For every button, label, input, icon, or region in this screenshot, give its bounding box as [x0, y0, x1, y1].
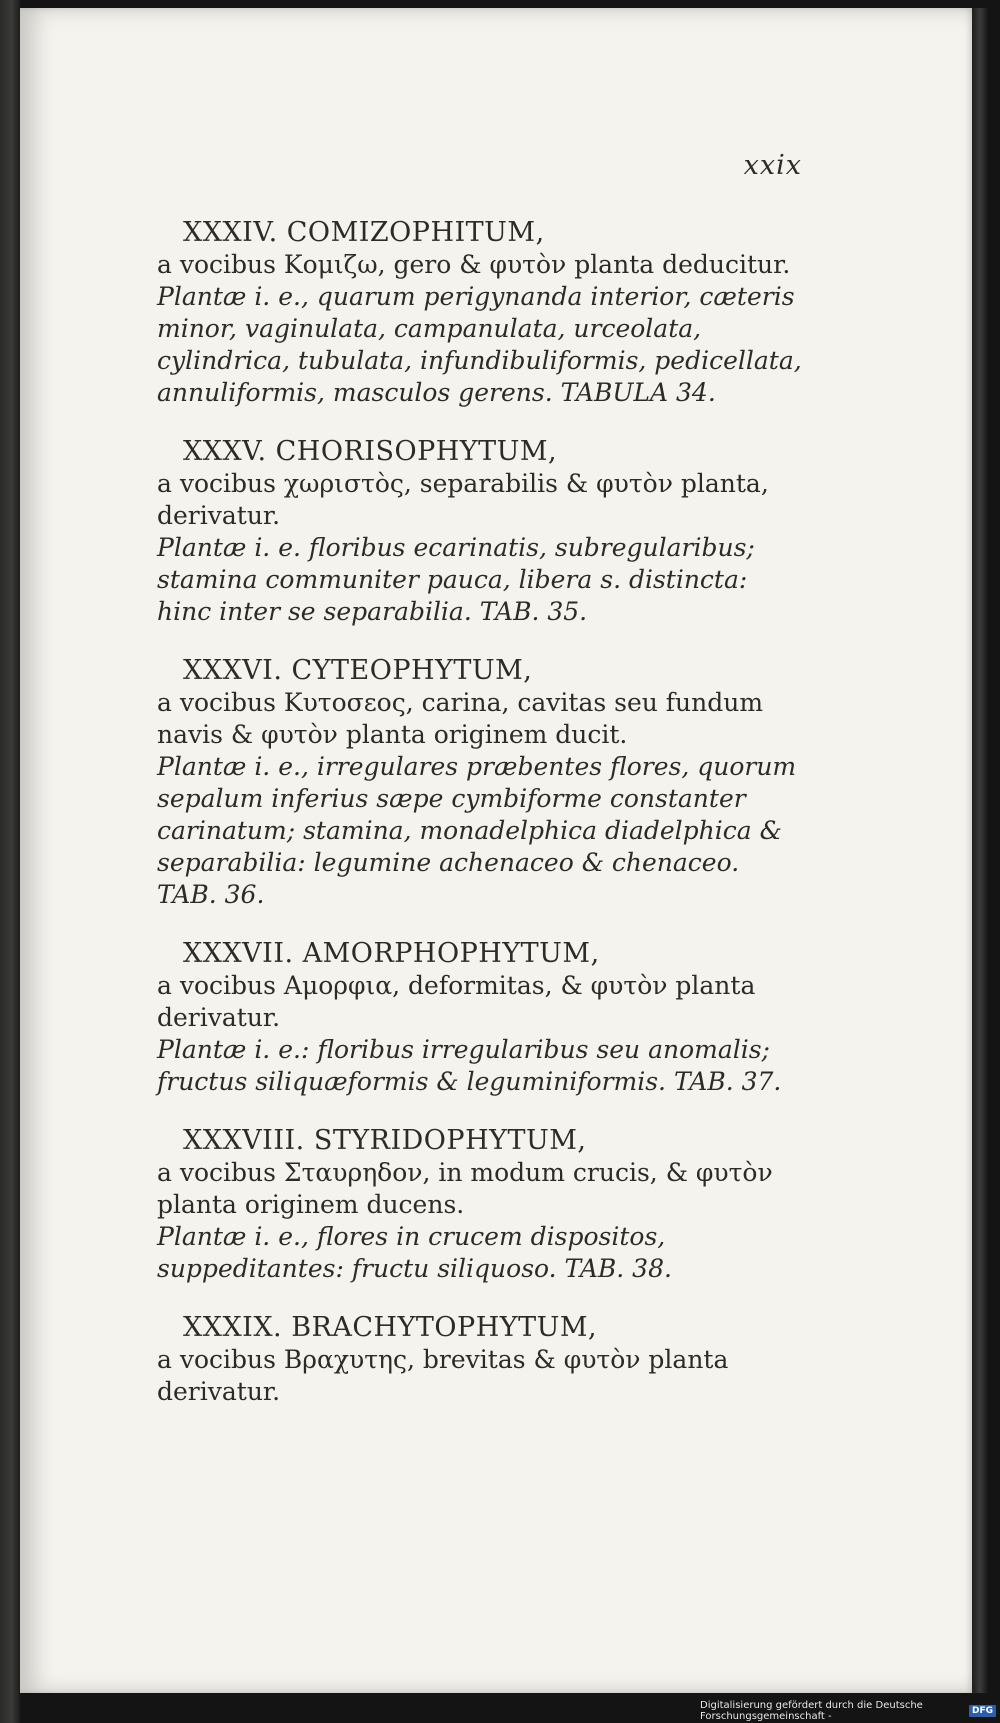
entry-heading: XXXVII. AMORPHOPHYTUM, — [183, 938, 600, 969]
entry-etymology: a vocibus Κομιζω, gero & φυτὸν planta deducitur. — [157, 250, 791, 279]
digitization-footer — [700, 1699, 1000, 1723]
entry-description: Plantæ i. e., irregulares præbentes flores, quorum sepalum inferius sæpe cymbiforme constanter carinatum; stamina, monadelphica diadelphica & separabilia: legumine achenaceo & chenaceo. TAB. 36. — [157, 752, 797, 909]
footer-credit: Digitalisierung gefördert durch die Deutsche Forschungsgemeinschaft - — [700, 1700, 923, 1722]
entry-xxxv — [157, 435, 802, 628]
entry-etymology: a vocibus χωριστὸς, separabilis & φυτὸν planta, derivatur. — [157, 469, 769, 530]
entry-description: Plantæ i. e. floribus ecarinatis, subregularibus; stamina communiter pauca, libera s. distincta: hinc inter se separabilia. TAB. 35. — [157, 533, 755, 626]
page-edge — [972, 8, 988, 1693]
entry-heading: XXXVIII. STYRIDOPHYTUM, — [183, 1125, 587, 1156]
entry-xxxvi — [157, 654, 802, 911]
entry-heading: XXXIX. BRACHYTOPHYTUM, — [183, 1312, 598, 1343]
book-page — [20, 8, 972, 1693]
entry-xxxiv — [157, 216, 802, 409]
page-text — [157, 216, 802, 1434]
entry-xxxix — [157, 1311, 802, 1408]
entry-heading: XXXVI. CYTEOPHYTUM, — [183, 655, 533, 686]
entry-xxxviii — [157, 1124, 802, 1285]
dfg-logo: DFG — [969, 1705, 996, 1717]
entry-description: Plantæ i. e., quarum perigynanda interior, cæteris minor, vaginulata, campanulata, urceolata, cylindrica, tubulata, infundibuliformis, pedicellata, annuliformis, masculos gerens. TABULA 34. — [157, 282, 802, 407]
entry-etymology: a vocibus Κυτοσεος, carina, cavitas seu fundum navis & φυτὸν planta originem ducit. — [157, 688, 764, 749]
entry-xxxvii — [157, 937, 802, 1098]
page-number: xxix — [743, 150, 802, 181]
entry-etymology: a vocibus Σταυρηδον, in modum crucis, & φυτὸν planta originem ducens. — [157, 1158, 773, 1219]
entry-description: Plantæ i. e., flores in crucem dispositos, suppeditantes: fructu siliquoso. TAB. 38. — [157, 1222, 672, 1283]
entry-etymology: a vocibus Αμορφια, deformitas, & φυτὸν planta derivatur. — [157, 971, 756, 1032]
book-binding — [0, 0, 20, 1723]
entry-etymology: a vocibus Βραχυτης, brevitas & φυτὸν planta derivatur. — [157, 1345, 729, 1406]
entry-heading: XXXIV. COMIZOPHITUM, — [183, 217, 545, 248]
entry-heading: XXXV. CHORISOPHYTUM, — [183, 436, 558, 467]
entry-description: Plantæ i. e.: floribus irregularibus seu anomalis; fructus siliquæformis & leguminiformis. TAB. 37. — [157, 1035, 782, 1096]
